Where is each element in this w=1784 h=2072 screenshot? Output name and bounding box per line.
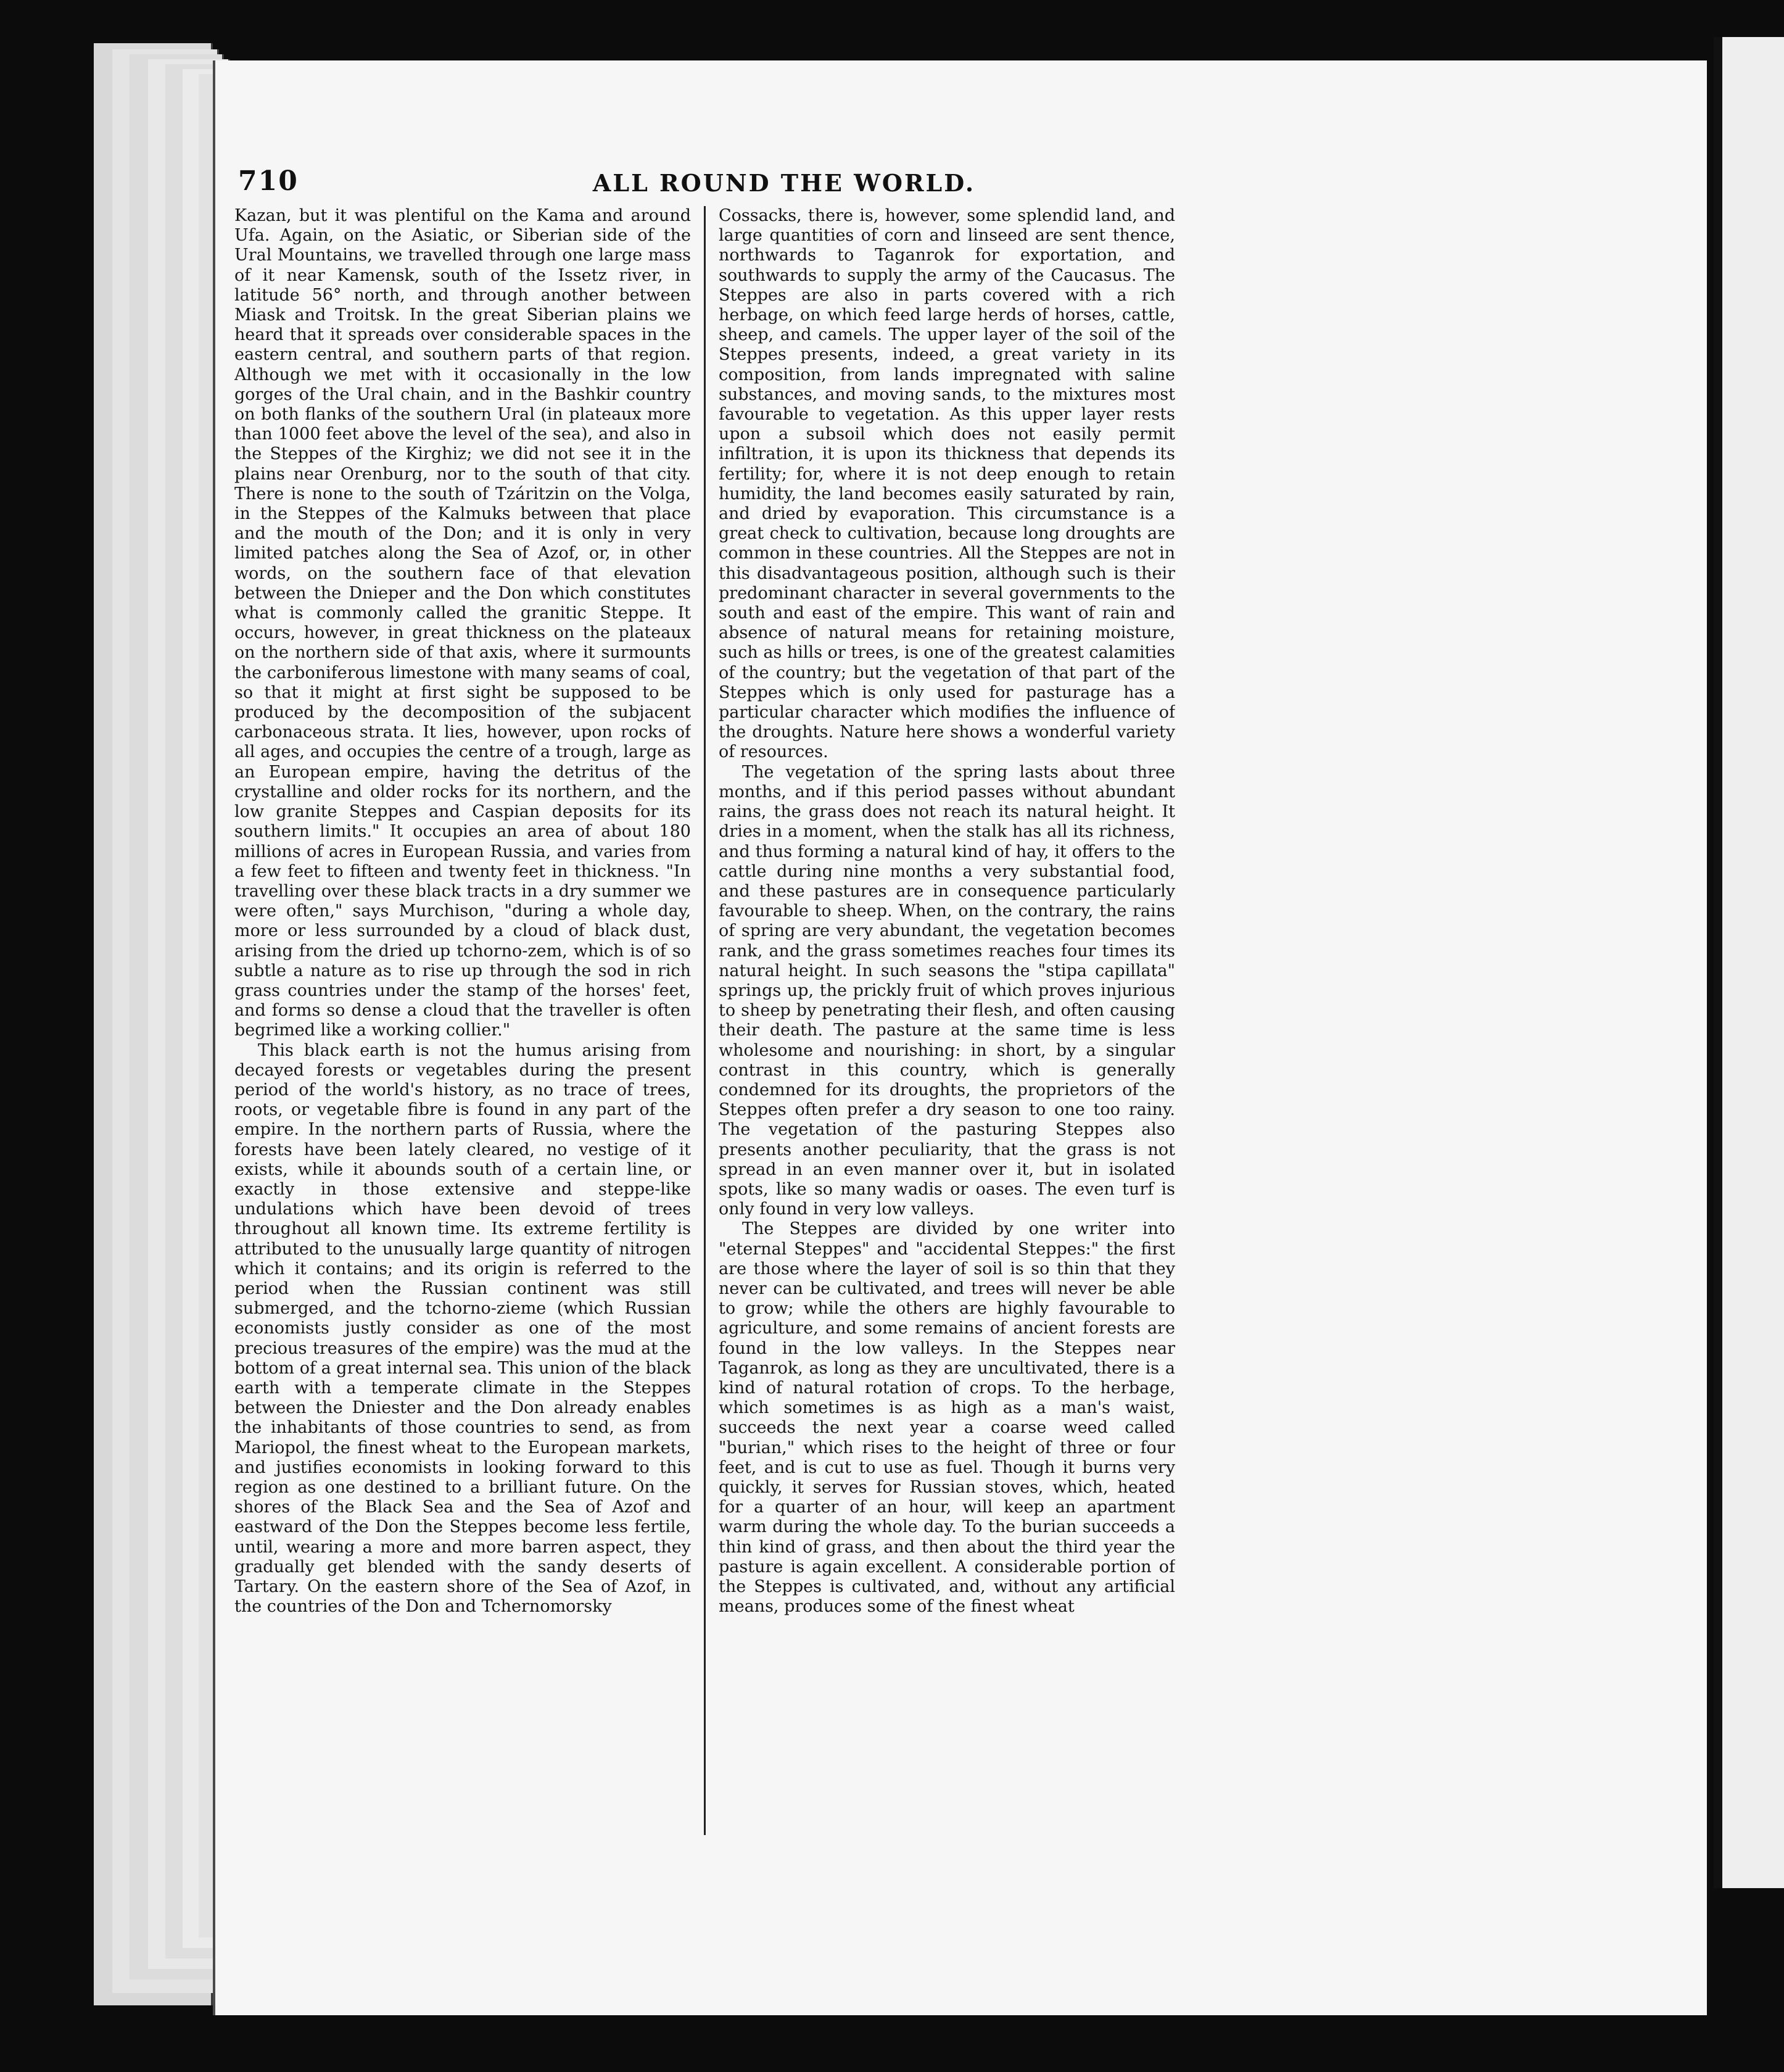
text-columns [234, 206, 1176, 1835]
paragraph: This black earth is not the humus arising from decayed forests or vegetables during the present period of the world's history, as no trace of trees, roots, or vegetable fibre is found in any part of the empire. In the northern parts of Russia, where the forests have been lately cleared, no vestige of it exists, while it abounds south of a certain line, or exactly in those extensive and steppe-like undulations which have been devoid of trees throughout all known time. Its extreme fertility is attributed to the unusually large quantity of nitrogen which it contains; and its origin is referred to the period when the Russian continent was still submerged, and the tchorno-zieme (which Russian economists justly consider as one of the most precious treasures of the empire) was the mud at the bottom of a great internal sea. This union of the black earth with a temperate climate in the Steppes between the Dniester and the Don already enables the inhabitants of those countries to send, as from Mariopol, the finest wheat to the European markets, and justifies economists in looking forward to this region as one destined to a brilliant future. On the shores of the Black Sea and the Sea of Azof and eastward of the Don the Steppes become less fertile, until, wearing a more and more barren aspect, they gradually get blended with the sandy deserts of Tartary. On the eastern shore of the Sea of Azof, in the countries of the Don and Tchernomorsky [234, 1040, 691, 1617]
paragraph: The Steppes are divided by one writer into "eternal Steppes" and "accidental Steppes:" the first are those where the layer of soil is so thin that they never can be cultivated, and trees will never be able to grow; while the others are highly favourable to agriculture, and some remains of ancient forests are found in the low valleys. In the Steppes near Taganrok, as long as they are uncultivated, there is a kind of natural rotation of crops. To the herbage, which sometimes is as high as a man's waist, succeeds the next year a coarse weed called "burian," which rises to the height of three or four feet, and is cut to use as fuel. Though it burns very quickly, it serves for Russian stoves, which, heated for a quarter of an hour, will keep an apartment warm during the whole day. To the burian succeeds a thin kind of grass, and then about the third year the pasture is again excellent. A considerable portion of the Steppes is cultivated, and, without any artificial means, produces some of the finest wheat [719, 1219, 1175, 1617]
left-column [234, 206, 691, 1835]
page-number: 710 [238, 165, 299, 197]
right-column [719, 206, 1175, 1835]
facing-page-edge [1714, 37, 1784, 1888]
page-header [238, 165, 1176, 202]
paragraph: Kazan, but it was plentiful on the Kama and around Ufa. Again, on the Asiatic, or Siberian side of the Ural Mountains, we travelled through one large mass of it near Kamensk, south of the Issetz river, in latitude 56° north, and through another between Miask and Troitsk. In the great Siberian plains we heard that it spreads over considerable spaces in the eastern central, and southern parts of that region. Although we met with it occasionally in the low gorges of the Ural chain, and in the Bashkir country on both flanks of the southern Ural (in plateaux more than 1000 feet above the level of the sea), and also in the Steppes of the Kirghiz; we did not see it in the plains near Orenburg, nor to the south of that city. There is none to the south of Tzáritzin on the Volga, in the Steppes of the Kalmuks between that place and the mouth of the Don; and it is only in very limited patches along the Sea of Azof, or, in other words, on the southern face of that elevation between the Dnieper and the Don which constitutes what is commonly called the granitic Steppe. It occurs, however, in great thickness on the plateaux on the northern side of that axis, where it surmounts the carboniferous limestone with many seams of coal, so that it might at first sight be supposed to be produced by the decomposition of the subjacent carbonaceous strata. It lies, however, upon rocks of all ages, and occupies the centre of a trough, large as an European empire, having the detritus of the crystalline and older rocks for its northern, and the low granite Steppes and Caspian deposits for its southern limits." It occupies an area of about 180 millions of acres in European Russia, and varies from a few feet to fifteen and twenty feet in thickness. "In travelling over these black tracts in a dry summer we were often," says Murchison, "during a whole day, more or less surrounded by a cloud of black dust, arising from the dried up tchorno-zem, which is of so subtle a nature as to rise up through the sod in rich grass countries under the stamp of the horses' feet, and forms so dense a cloud that the traveller is often begrimed like a working collier." [234, 206, 691, 1040]
paragraph: Cossacks, there is, however, some splendid land, and large quantities of corn and linseed are sent thence, northwards to Taganrok for exportation, and southwards to supply the army of the Caucasus. The Steppes are also in parts covered with a rich herbage, on which feed large herds of horses, cattle, sheep, and camels. The upper layer of the soil of the Steppes presents, indeed, a great variety in its composition, from lands impregnated with saline substances, and moving sands, to the mixtures most favourable to vegetation. As this upper layer rests upon a subsoil which does not easily permit infiltration, it is upon its thickness that depends its fertility; for, where it is not deep enough to retain humidity, the land becomes easily saturated by rain, and dried by evaporation. This circumstance is a great check to cultivation, because long droughts are common in these countries. All the Steppes are not in this disadvantageous position, although such is their predominant character in several governments to the south and east of the empire. This want of rain and absence of natural means for retaining moisture, such as hills or trees, is one of the greatest calamities of the country; but the vegetation of that part of the Steppes which is only used for pasturage has a particular character which modifies the influence of the droughts. Nature here shows a wonderful variety of resources. [719, 206, 1175, 762]
column-divider [704, 206, 706, 1835]
paragraph: The vegetation of the spring lasts about three months, and if this period passes without abundant rains, the grass does not reach its natural height. It dries in a moment, when the stalk has all its richness, and thus forming a natural kind of hay, it offers to the cattle during nine months a very substantial food, and these pastures are in consequence particularly favourable to sheep. When, on the contrary, the rains of spring are very abundant, the vegetation becomes rank, and the grass sometimes reaches four times its natural height. In such seasons the "stipa capillata" springs up, the prickly fruit of which proves injurious to sheep by penetrating their flesh, and often causing their death. The pasture at the same time is less wholesome and nourishing: in short, by a singular contrast in this country, which is generally condemned for its droughts, the proprietors of the Steppes often prefer a dry season to one too rainy. The vegetation of the pasturing Steppes also presents another peculiarity, that the grass is not spread in an even manner over it, but in isolated spots, like so many wadis or oases. The even turf is only found in very low valleys. [719, 762, 1175, 1219]
running-title: ALL ROUND THE WORLD. [592, 169, 976, 197]
